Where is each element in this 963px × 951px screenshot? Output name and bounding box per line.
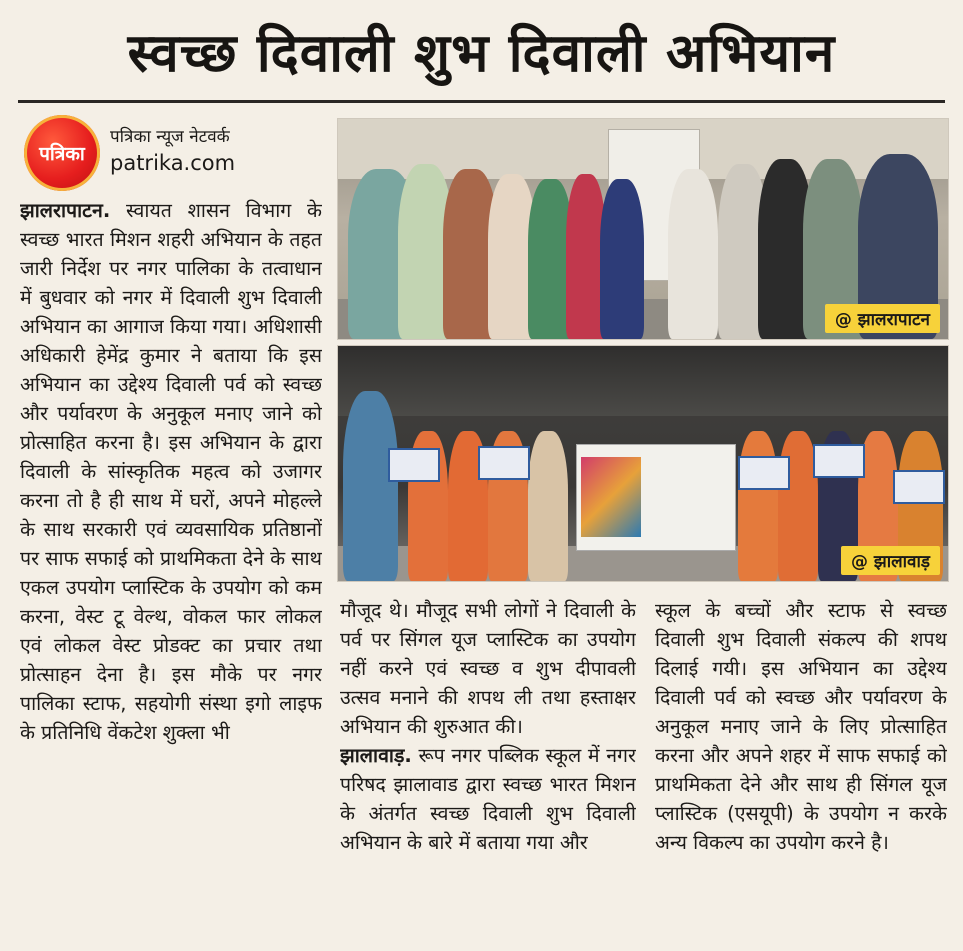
article-paragraph-1: [20, 196, 322, 747]
article-column-3: [655, 596, 947, 946]
byline-network: पत्रिका न्यूज नेटवर्क: [110, 127, 230, 147]
dateline-jhalrapatan: झालरापाटन.: [20, 199, 111, 222]
article-paragraph-3: [340, 741, 636, 857]
article-column-1: [20, 196, 322, 946]
article-text-3: रूप नगर पब्लिक स्कूल में नगर परिषद झालावाड द्वारा स्वच्छ भारत मिशन के अंतर्गत स्वच्छ दिवाली शुभ दिवाली अभियान के बारे में बताया गया और: [340, 744, 636, 854]
byline: [110, 124, 235, 176]
headline-rule: [18, 100, 945, 103]
article-column-2: [340, 596, 636, 946]
photo-caption-jhalrapatan: @ झालरापाटन: [825, 304, 940, 333]
photo-jhalrapatan: [337, 118, 949, 340]
article-text-1: स्वायत शासन विभाग के स्वच्छ भारत मिशन शहरी अभियान के तहत जारी निर्देश पर नगर पालिका के तत्वाधान में बुधवार को नगर में दिवाली शुभ दिवाली अभियान का आगाज किया गया। अधिशासी अधिकारी हेमेंद्र कुमार ने बताया कि इस अभियान का उद्देश्य दिवाली पर्व को स्वच्छ और पर्यावरण के अनुकूल मनाए जाने को प्रोत्साहित करना है। इस अभियान के द्वारा दिवाली के सांस्कृतिक महत्व को उजागर करना तो है ही साथ में घरों, अपने मोहल्ले के साथ सरकारी एवं व्यवसायिक प्रतिष्ठानों पर साफ सफाई को प्राथमिकता देने के साथ एकल उपयोग प्लास्टिक के उपयोग को कम करना, वेस्ट टू वेल्थ, वोकल फार लोकल एवं लोकल वेस्ट प्रोडक्ट का प्रचार तथा प्रोत्साहन देना है। इस मौके पर नगर पालिका स्टाफ, सहयोगी संस्था इगो लाइफ के प्रतिनिधि वेंकटेश शुक्ला भी: [20, 199, 322, 744]
headline: स्वच्छ दिवाली शुभ दिवाली अभियान: [127, 22, 836, 84]
byline-site: patrika.com: [110, 151, 236, 175]
article-paragraph-2: मौजूद थे। मौजूद सभी लोगों ने दिवाली के पर्व पर सिंगल यूज प्लास्टिक का उपयोग नहीं करने एवं स्वच्छ व शुभ दीपावली उत्सव मनाने की शपथ ली तथा हस्ताक्षर अभियान की शुरुआत की।: [340, 599, 636, 738]
patrika-logo: पत्रिका: [24, 115, 100, 191]
article-paragraph-4: स्कूल के बच्चों और स्टाफ से स्वच्छ दिवाली शुभ दिवाली संकल्प की शपथ दिलाई गयी। इस अभियान का उद्देश्य दिवाली पर्व को स्वच्छ और पर्यावरण के अनुकूल मनाए जाने के लिए प्रोत्साहित करना और अपने शहर में साफ सफाई को प्राथमिकता देने और साथ ही सिंगल यूज प्लास्टिक (एसयूपी) के उपयोग न करके अन्य विकल्प का उपयोग करने है।: [655, 599, 947, 854]
dateline-jhalawar: झालावाड़.: [340, 744, 412, 767]
photo-jhalawar: [337, 345, 949, 582]
photo-caption-jhalawar: @ झालावाड़: [841, 546, 940, 575]
